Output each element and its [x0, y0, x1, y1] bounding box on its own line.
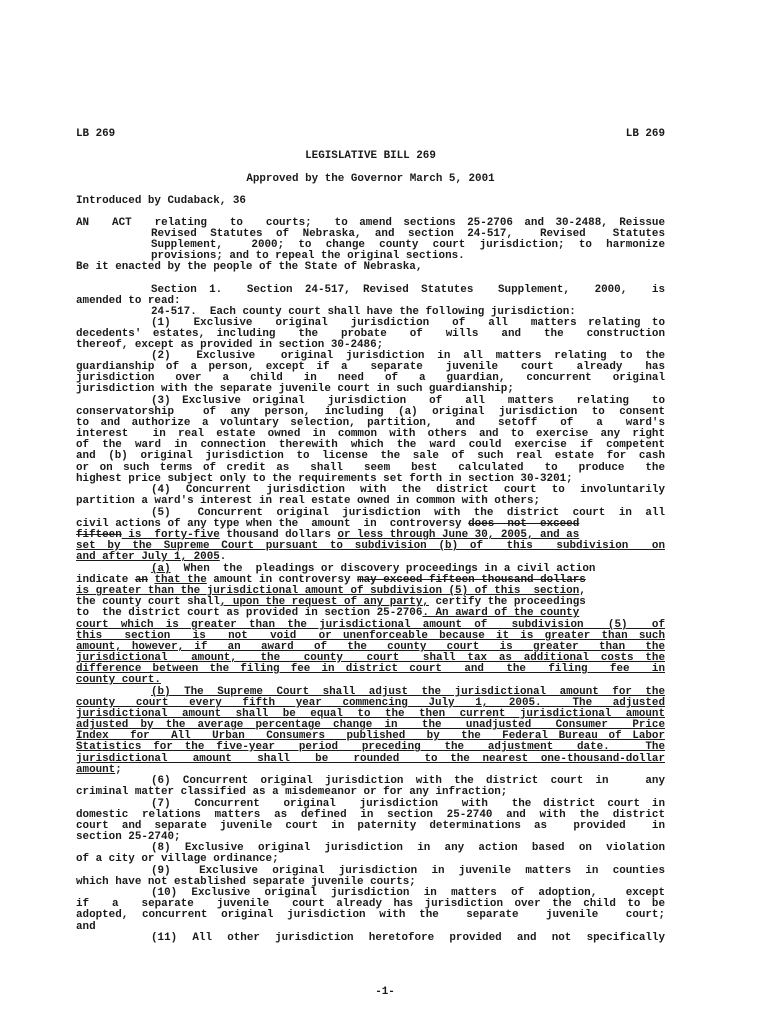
- text-line: [76, 742, 665, 753]
- text-line: amended to read:: [76, 295, 181, 307]
- inserted-text: (a): [151, 563, 171, 575]
- text-line: highest price subject only to the requirements set forth in section 30-3201;: [76, 473, 573, 485]
- inserted-text: Statistics for the five-year period preceding the adjustment date. The: [76, 741, 665, 753]
- text-line: Revised Statutes of Nebraska, and section 24-517, Revised Statutes: [151, 228, 665, 240]
- inserted-text: , upon the request of any party,: [219, 596, 429, 608]
- text-line: (9) Exclusive original jurisdiction in juvenile matters in counties: [151, 865, 665, 877]
- struck-text: may exceed fifteen thousand dollars: [357, 574, 586, 586]
- text-line: thereof, except as provided in section 30-2486;: [76, 339, 384, 351]
- text-line: Be it enacted by the people of the State of Nebraska,: [76, 261, 423, 273]
- inserted-text: amount, however, if an award of the county court is greater than the: [76, 641, 665, 653]
- text-line: the county court shall, upon the request of any party, certify the proceedings: [76, 596, 586, 608]
- text-line: domestic relations matters as defined in section 25-2740 and with the district: [76, 809, 665, 821]
- text-line: (8) Exclusive original jurisdiction in any action based on violation: [151, 842, 665, 854]
- text-line: [76, 664, 665, 675]
- text-line: AN ACT relating to courts; to amend sections 25-2706 and 30-2488, Reissue: [76, 217, 665, 229]
- bill-title: LEGISLATIVE BILL 269: [305, 150, 436, 162]
- inserted-text: county court every fifth year commencing July 1, 2005. The adjusted: [76, 697, 665, 709]
- text-line: of a city or village ordinance;: [76, 853, 279, 865]
- inserted-text: . An award of the county: [422, 607, 580, 619]
- text-line: to and authorize a voluntary selection, partition, and setoff of a ward's: [76, 417, 665, 429]
- inserted-text: this section is not void or unenforceable because it is greater than such: [76, 630, 665, 642]
- text-line: (10) Exclusive original jurisdiction in matters of adoption, except: [151, 887, 665, 899]
- inserted-text: is forty-five: [121, 529, 220, 541]
- text-line: and (b) original jurisdiction to license the sale of such real estate for cash: [76, 450, 665, 462]
- text-line: fifteen is forty-five thousand dollars or less through June 30, 2005, and as: [76, 529, 580, 541]
- inserted-text: jurisdictional amount shall be equal to the then current jurisdictional amount: [76, 708, 665, 720]
- text-line: (2) Exclusive original jurisdiction in all matters relating to the: [151, 350, 665, 362]
- inserted-text: that the: [154, 574, 207, 586]
- inserted-text: difference between the filing fee in district court and the filing fee in: [76, 663, 665, 675]
- inserted-text: and after July 1, 2005: [76, 551, 220, 563]
- text-line: to the district court as provided in section 25-2706. An award of the county: [76, 607, 580, 619]
- text-line: if a separate juvenile court already has jurisdiction over the child to be: [76, 898, 665, 910]
- header-left: LB 269: [76, 128, 116, 140]
- inserted-text: is greater than the jurisdictional amount of subdivision (5) of this section: [76, 585, 580, 597]
- inserted-text: (b) The Supreme Court shall adjust the jurisdictional amount for the: [151, 686, 665, 698]
- text-line: [76, 754, 665, 765]
- text-line: (7) Concurrent original jurisdiction with the district court in: [151, 798, 665, 810]
- text-line: (1) Exclusive original jurisdiction of all matters relating to: [151, 317, 665, 329]
- text-line: (3) Exclusive original jurisdiction of all matters relating to: [151, 395, 665, 407]
- struck-text: an: [134, 574, 148, 586]
- text-line: Supplement, 2000; to change county court jurisdiction; to harmonize: [151, 239, 665, 251]
- inserted-text: amount: [76, 764, 116, 776]
- text-line: jurisdiction with the separate juvenile court in such guardianship;: [76, 383, 514, 395]
- inserted-text: jurisdictional amount, the county court shall tax as additional costs the: [76, 652, 665, 664]
- inserted-text: court which is greater than the jurisdictional amount of subdivision (5) of: [76, 619, 665, 631]
- text-line: or on such terms of credit as shall seem best calculated to produce the: [76, 462, 665, 474]
- text-line: criminal matter classified as a misdemeanor or for any infraction;: [76, 786, 508, 798]
- text-line: section 25-2740;: [76, 831, 181, 843]
- struck-text: does not exceed: [468, 518, 580, 530]
- text-line: conservatorship of any person, including (a) original jurisdiction to consent: [76, 406, 665, 418]
- introduced-line: Introduced by Cudaback, 36: [76, 195, 246, 207]
- text-line: interest in real estate owned in common with others and to exercise any right: [76, 428, 665, 440]
- text-line: and: [76, 921, 96, 933]
- text-line: of the ward in connection therewith which the ward could exercise if competent: [76, 439, 665, 451]
- text-line: (11) All other jurisdiction heretofore provided and not specifically: [151, 932, 665, 944]
- inserted-text: set by the Supreme Court pursuant to subdivision (b) of this subdivision on: [76, 540, 665, 552]
- text-line: indicate an that the amount in controversy may exceed fifteen thousand dollars: [76, 574, 586, 586]
- text-line: 24-517. Each county court shall have the following jurisdiction:: [151, 306, 576, 318]
- text-line: guardianship of a person, except if a separate juvenile court already has: [76, 361, 665, 373]
- text-line: amount;: [76, 764, 122, 776]
- text-line: (6) Concurrent original jurisdiction with the district court in any: [151, 775, 665, 787]
- text-line: adopted, concurrent original jurisdiction with the separate juvenile court;: [76, 909, 665, 921]
- text-line: (5) Concurrent original jurisdiction with the district court in all: [151, 507, 665, 519]
- text-line: partition a ward's interest in real estate owned in common with others;: [76, 495, 541, 507]
- text-line: provisions; and to repeal the original sections.: [151, 250, 465, 262]
- inserted-text: or less through June 30, 2005, and as: [337, 529, 580, 541]
- header-right: LB 269: [625, 128, 665, 140]
- text-line: is greater than the jurisdictional amount of subdivision (5) of this section,: [76, 585, 586, 597]
- approval-line: Approved by the Governor March 5, 2001: [246, 173, 495, 185]
- text-line: which have not established separate juvenile courts;: [76, 876, 416, 888]
- text-line: civil actions of any type when the amount in controversy does not exceed: [76, 518, 580, 530]
- page-number: -1-: [375, 986, 395, 998]
- text-line: [76, 675, 665, 686]
- text-line: court and separate juvenile court in paternity determinations as provided in: [76, 820, 665, 832]
- struck-text: fifteen: [76, 529, 122, 541]
- text-line: decedents' estates, including the probate of wills and the construction: [76, 328, 665, 340]
- inserted-text: Index for All Urban Consumers published by the Federal Bureau of Labor: [76, 730, 665, 742]
- text-line: (a) When the pleadings or discovery proceedings in a civil action: [151, 563, 596, 575]
- text-line: Section 1. Section 24-517, Revised Statutes Supplement, 2000, is: [151, 284, 665, 296]
- inserted-text: jurisdictional amount shall be rounded to the nearest one-thousand-dollar: [76, 753, 665, 765]
- text-line: jurisdiction over a child in need of a guardian, concurrent original: [76, 372, 665, 384]
- inserted-text: adjusted by the average percentage change in the unadjusted Consumer Price: [76, 719, 665, 731]
- text-line: and after July 1, 2005.: [76, 551, 227, 563]
- inserted-text: county court.: [76, 674, 161, 686]
- text-line: (4) Concurrent jurisdiction with the district court to involuntarily: [151, 484, 665, 496]
